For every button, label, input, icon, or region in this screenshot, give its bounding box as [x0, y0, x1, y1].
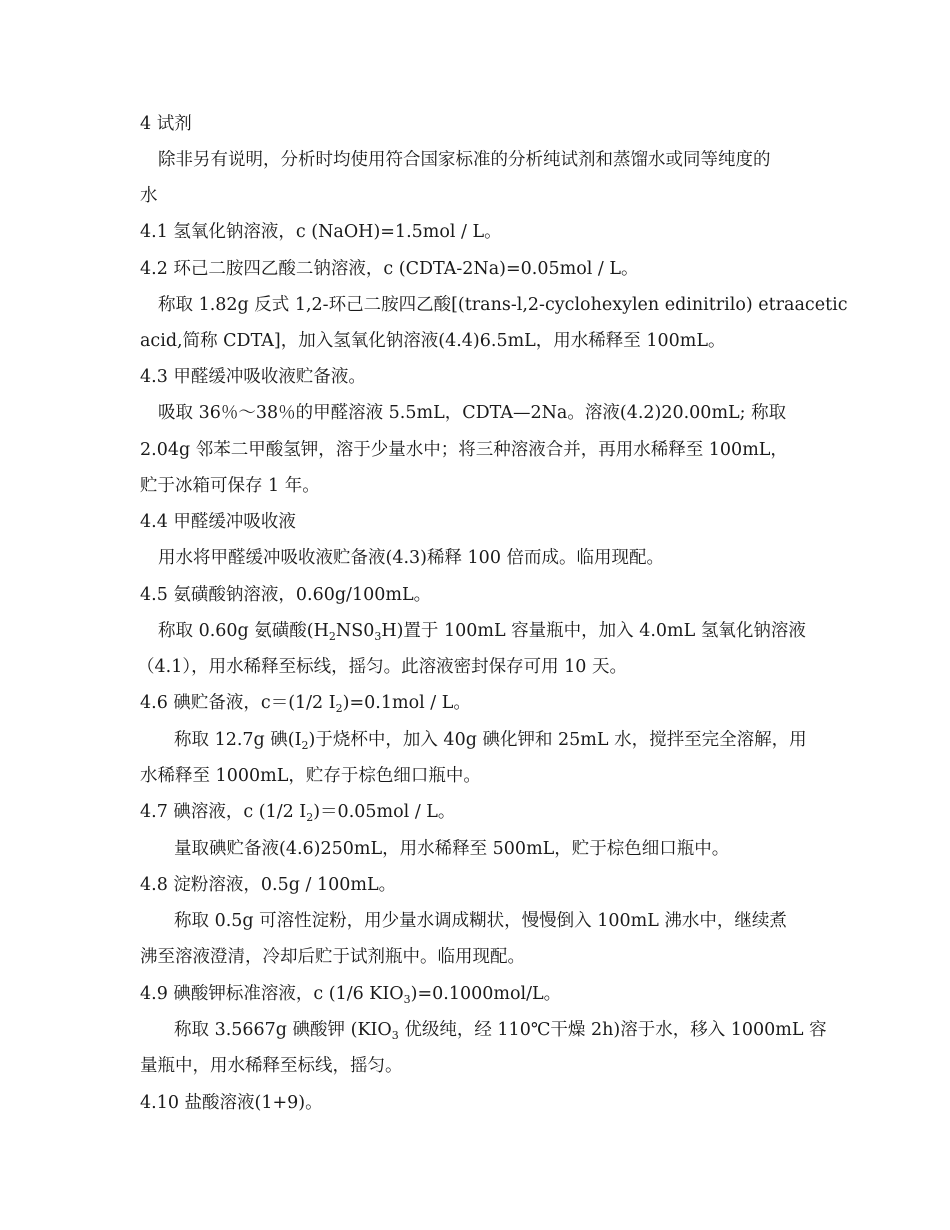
intro-line-2: 水: [140, 186, 158, 206]
intro-line-1: 除非另有说明，分析时均使用符合国家标准的分析纯试剂和蒸馏水或同等纯度的: [158, 150, 771, 170]
section-4-6-line-1: 称取 12.7g 碘$(I_2)$于烧杯中，加入 40g 碘化钾和 25mL 水，搅拌至完全溶解，用: [174, 730, 807, 752]
section-4-3-title: 4.3 甲醛缓冲吸收液贮备液。: [140, 367, 366, 387]
section-4-2-line-2: acid,简称 CDTA]，加入氢氧化钠溶液(4.4)6.5mL，用水稀释至 100mL。: [140, 331, 726, 351]
section-4-3-line-1: 吸取 36％～38％的甲醛溶液 5.5mL，CDTA—2Na。溶液(4.2)20.00mL; 称取: [158, 403, 787, 423]
section-4-8-line-2: 沸至溶液澄清，冷却后贮于试剂瓶中。临用现配。: [140, 947, 525, 967]
section-4-9-line-1: 称取 3.5667g 碘酸钾 ($KIO_3$ 优级纯，经 110℃干燥 2h)溶于水，移入 1000mL 容: [174, 1020, 827, 1042]
section-4-6-title: 4.6 碘贮备液，c＝(1/2 $I_2)=0.1mol / L$。: [140, 693, 471, 715]
section-4-2-title: 4.2 环己二胺四乙酸二钠溶液，c (CDTA-2Na)=0.05mol / L。: [140, 259, 639, 279]
section-4-9-title: 4.9 碘酸钾标准溶液，c (1/6 $KIO_3)=0.1000mol/L$。: [140, 984, 562, 1006]
section-4-1-title: 4.1 氢氧化钠溶液，c (NaOH)=1.5mol / L。: [140, 222, 502, 242]
section-heading: 4 试剂: [140, 114, 192, 134]
section-4-10-title: 4.10 盐酸溶液(1+9)。: [140, 1093, 323, 1113]
section-4-4-line-1: 用水将甲醛缓冲吸收液贮备液(4.3)稀释 100 倍而成。临用现配。: [158, 548, 665, 568]
section-4-5-line-2: （4.1），用水稀释至标线，摇匀。此溶液密封保存可用 10 天。: [137, 657, 627, 677]
section-4-9-line-2: 量瓶中，用水稀释至标线，摇匀。: [140, 1056, 403, 1076]
section-4-3-line-2: 2.04g 邻苯二甲酸氢钾，溶于少量水中；将三种溶液合并，再用水稀释至 100mL，: [140, 440, 788, 460]
section-4-6-line-2: 水稀释至 1000mL，贮存于棕色细口瓶中。: [140, 766, 481, 786]
section-4-8-title: 4.8 淀粉溶液，0.5g / 100mL。: [140, 875, 397, 895]
section-4-7-title: 4.7 碘溶液，c (1/2 $I_2)=0.05mol / L$。: [140, 802, 456, 824]
section-4-5-line-1: 称取 0.60g 氨磺酸$(H_2NS0_3H)$置于 100mL 容量瓶中，加入 4.0mL 氢氧化钠溶液: [158, 621, 806, 643]
section-4-8-line-1: 称取 0.5g 可溶性淀粉，用少量水调成糊状，慢慢倒入 100mL 沸水中，继续煮: [174, 911, 787, 931]
section-4-5-title: 4.5 氨磺酸钠溶液，0.60g/100mL。: [140, 585, 432, 605]
section-4-2-line-1: 称取 1.82g 反式 1,2-环己二胺四乙酸[(trans-l,2-cyclohexylen edinitrilo) etraacetic: [158, 295, 848, 315]
section-4-4-title: 4.4 甲醛缓冲吸收液: [140, 512, 296, 532]
section-4-3-line-3: 贮于冰箱可保存 1 年。: [140, 476, 320, 496]
section-4-7-line-1: 量取碘贮备液(4.6)250mL，用水稀释至 500mL，贮于棕色细口瓶中。: [174, 839, 730, 859]
